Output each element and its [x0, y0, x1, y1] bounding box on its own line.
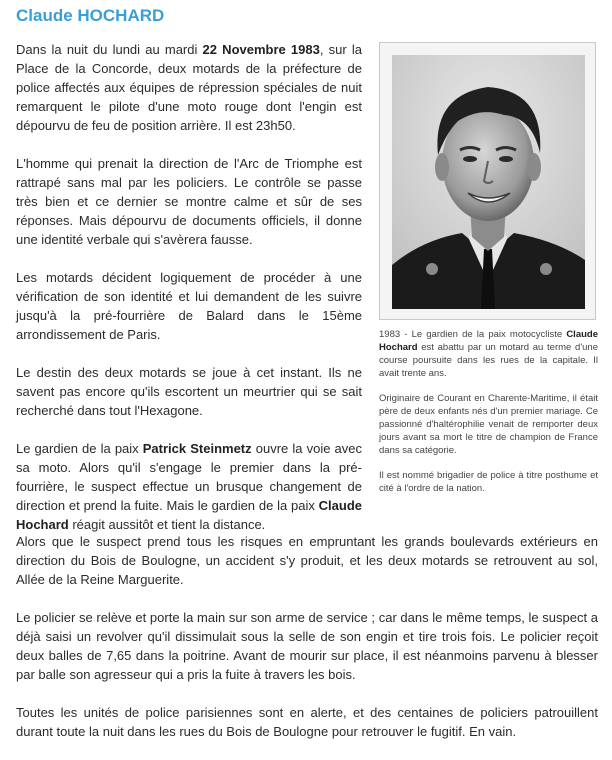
- paragraph-4: [16, 363, 362, 420]
- text-span: L'homme qui prenait la direction de l'Arc de Triomphe est rattrapé sans mal par les policiers. Le contrôle se passe très bien et ce dernier se montre calme et sûr de ses réponses. Mais dépourvu de documents officiels, il donne une identité verbale qui s'avèrera fausse.: [16, 156, 362, 247]
- paragraph-6: Alors que le suspect prend tous les risques en empruntant les grands boulevards extérieurs en direction du Bois de Boulogne, un accident s'y produit, et les deux motards se retrouvent au sol, Allée de la Reine Marguerite.: [16, 534, 598, 587]
- paragraph-8: Toutes les unités de police parisiennes sont en alerte, et des centaines de policiers patrouillent durant toute la nuit dans les rues du Bois de Boulogne pour retrouver le fugitif. En vain.: [16, 705, 598, 739]
- text-span: est abattu par un motard au terme d'une course poursuite dans les rues de la capitale. Il avait trente ans.: [379, 342, 598, 379]
- caption-paragraph-1: [379, 328, 598, 380]
- portrait-frame: [379, 42, 596, 320]
- text-span: ouvre la voie avec sa moto. Alors qu'il s'engage le premier dans la pré-fourrière, le suspect effectue un brusque changement de direction et prend la fuite. Mais le gardien de la paix: [16, 441, 362, 513]
- paragraph-2: [16, 154, 362, 249]
- text-span: Les motards décident logiquement de procéder à une vérification de son identité et lui demandent de les suivre jusqu'à la pré-fourrière de Balard dans le 15ème arrondissement de Paris.: [16, 270, 362, 342]
- photo-sidebar: [379, 42, 598, 507]
- article-title: Claude HOCHARD: [16, 6, 165, 25]
- portrait-photo: [392, 55, 585, 309]
- paragraph-7: Le policier se relève et porte la main sur son arme de service ; car dans le même temps, le suspect a déjà saisi un revolver qu'il dissimulait sous la selle de son engin et tire trois fois. Le policier reçoit deux balles de 7,65 dans la poitrine. Avant de mourir sur place, il est néanmoins parvenu à blesser par balle son agresseur qui a pris la fuite à travers les bois.: [16, 610, 598, 682]
- article-body-full: [16, 532, 598, 760]
- text-span: Le destin des deux motards se joue à cet instant. Ils ne savent pas encore qu'ils escortent un meurtrier qui se sait recherché dans tout l'Hexagone.: [16, 365, 362, 418]
- text-span: Dans la nuit du lundi au mardi: [16, 42, 203, 57]
- text-span: 1983 - Le gardien de la paix motocycliste: [379, 329, 567, 340]
- text-span: réagit aussitôt et tient la distance.: [68, 517, 266, 532]
- article-body-left: [16, 40, 362, 553]
- caption-paragraph-3: Il est nommé brigadier de police à titre posthume et cité à l'ordre de la nation.: [379, 470, 598, 494]
- name-emphasis: Claude Hochard: [16, 498, 362, 532]
- caption-paragraph-2: Originaire de Courant en Charente-Maritime, il était père de deux enfants nés d'un premier mariage. Ce passionné d'haltérophilie venait de remporter deux jours avant sa mort le titre de champion de France dans sa catégorie.: [379, 393, 598, 456]
- text-span: , sur la Place de la Concorde, deux motards de la préfecture de police affectés aux équipes de répression spéciales de nuit remarquent le pilote d'une moto rouge dont l'engin est dépourvu de feu de position arrière. Il est 23h50.: [16, 42, 362, 133]
- name-emphasis: Claude Hochard: [379, 329, 598, 353]
- paragraph-1: [16, 40, 362, 135]
- date-emphasis: 22 Novembre 1983: [202, 42, 320, 57]
- paragraph-3: [16, 268, 362, 344]
- paragraph-5: [16, 439, 362, 534]
- text-span: Le gardien de la paix: [16, 441, 143, 456]
- name-emphasis: Patrick Steinmetz: [142, 441, 252, 456]
- photo-caption: [379, 328, 598, 495]
